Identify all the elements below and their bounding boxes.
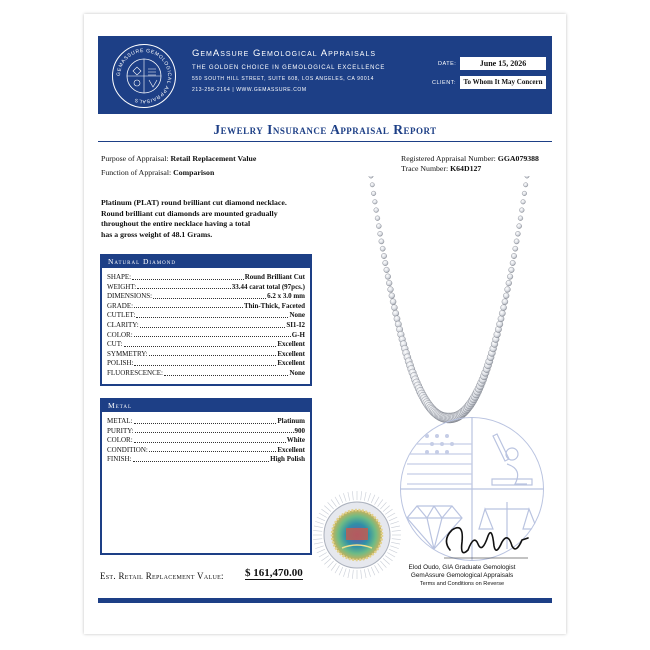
leader-dots (149, 350, 277, 357)
trace-value: K64D127 (450, 164, 482, 173)
spec-key: PURITY: (107, 426, 134, 435)
spec-value: High Polish (270, 455, 305, 464)
spec-row (102, 427, 310, 437)
registered-value: GGA079388 (497, 154, 539, 163)
leader-dots (133, 455, 270, 462)
spec-row (102, 311, 310, 321)
necklace-stone (525, 176, 529, 178)
company-name: GemAssure Gemological Appraisals (192, 48, 377, 59)
function-line (101, 168, 214, 177)
signature-block (382, 564, 542, 588)
spec-value: Excellent (277, 340, 305, 349)
spec-value: Excellent (277, 349, 305, 358)
necklace-stone (376, 224, 381, 229)
spec-key: WEIGHT: (107, 282, 137, 291)
spec-row (102, 340, 310, 350)
appraisal-document (84, 14, 566, 634)
metal-specs-list (102, 412, 310, 470)
description-line: Platinum (PLAT) round brilliant cut diamond necklace. (101, 198, 287, 207)
leader-dots (124, 340, 277, 347)
spec-key: FLUORESCENCE: (107, 368, 164, 377)
spec-key: FINISH: (107, 455, 132, 464)
spec-row (102, 292, 310, 302)
leader-dots (153, 292, 266, 299)
estimate-label: Est. Retail Replacement Value: (100, 571, 224, 581)
necklace-stone (515, 231, 520, 236)
company-contact: 213-258-2164 | WWW.GEMASSURE.COM (192, 87, 307, 93)
necklace-stone (383, 260, 388, 265)
spec-row (102, 359, 310, 369)
company-block (192, 48, 385, 93)
leader-dots (135, 427, 292, 434)
spec-row (102, 455, 310, 465)
necklace-stone (517, 224, 522, 229)
spec-value: None (289, 368, 305, 377)
spec-key: GRADE: (107, 301, 134, 310)
natural-diamond-panel (100, 254, 312, 386)
leader-dots (140, 321, 286, 328)
spec-value: White (286, 436, 305, 445)
necklace-stone (371, 191, 376, 196)
necklace-stone (385, 274, 391, 280)
spec-row (102, 283, 310, 293)
spec-value: Excellent (277, 359, 305, 368)
necklace-stone (375, 216, 380, 221)
purpose-value: Retail Replacement Value (170, 154, 257, 163)
trace-number-line (401, 164, 481, 173)
seal-logo-icon (112, 44, 176, 108)
spec-value: None (289, 311, 305, 320)
necklace-stone (499, 310, 505, 316)
spec-key: COLOR: (107, 436, 133, 445)
necklace-stone (379, 239, 384, 244)
purpose-label: Purpose of Appraisal: (101, 154, 169, 163)
signature-company: GemAssure Gemological Appraisals (410, 572, 514, 579)
client-label: CLIENT: (432, 80, 456, 86)
spec-value: G-H (291, 330, 305, 339)
necklace-stone (498, 316, 504, 322)
trace-label: Trace Number: (401, 164, 449, 173)
necklace-stone (521, 200, 526, 205)
seal-text: GEMASSURE GEMOLOGICAL APPRAISALS (115, 47, 173, 105)
leader-dots (134, 436, 286, 443)
necklace-stone (374, 208, 379, 213)
description-line: has a gross weight of 48.1 Grams. (101, 229, 213, 239)
leader-dots (134, 359, 276, 366)
necklace-stone (503, 293, 509, 299)
necklace-stone (393, 310, 399, 316)
spec-value: 33.44 carat total (97pcs.) (231, 282, 305, 291)
spec-value: .900 (292, 426, 305, 435)
leader-dots (149, 446, 277, 453)
spec-row (102, 436, 310, 446)
necklace-stone (518, 216, 523, 221)
terms-note: Terms and Conditions on Reverse (419, 581, 505, 587)
spec-key: SHAPE: (107, 273, 132, 281)
diamond-panel-heading: Natural Diamond (102, 256, 310, 268)
purpose-line (101, 154, 256, 163)
leader-dots (137, 283, 231, 290)
description-line: Round brilliant cut diamonds are mounted gradually (101, 208, 278, 218)
estimate-value: $ 161,470.00 (245, 567, 303, 579)
company-address: 550 SOUTH HILL STREET, SUITE 608, LOS ANGELES, CA 90014 (192, 76, 375, 82)
metal-panel (100, 398, 312, 555)
date-label: DATE: (438, 61, 457, 67)
footer-bar (98, 598, 552, 603)
company-tagline: THE GOLDEN CHOICE IN GEMOLOGICAL EXCELLENCE (192, 65, 386, 71)
spec-row (102, 350, 310, 360)
necklace-stone (507, 274, 513, 280)
leader-dots (164, 369, 288, 376)
necklace-stone (380, 246, 385, 251)
report-title: Jewelry Insurance Appraisal Report (213, 122, 437, 137)
header-band (98, 36, 552, 114)
spec-row (102, 273, 310, 283)
client-value: To Whom It May Concern (460, 76, 546, 89)
item-description (101, 198, 321, 240)
necklace-stone (522, 191, 527, 196)
necklace-stone (384, 267, 390, 273)
necklace-stone (501, 305, 507, 311)
spec-key: CLARITY: (107, 320, 139, 329)
spec-value: SI1-I2 (286, 320, 305, 329)
leader-dots (134, 417, 277, 424)
description-line: throughout the entire necklace having a total (101, 219, 251, 228)
spec-key: DIMENSIONS: (107, 292, 153, 301)
necklace-stone (369, 176, 373, 178)
necklace-stone (391, 305, 397, 311)
necklace-stone (381, 253, 386, 258)
necklace-stone (514, 239, 519, 244)
spec-key: POLISH: (107, 359, 134, 368)
leader-dots (134, 331, 291, 338)
necklace-stone (509, 267, 515, 273)
leader-dots (134, 302, 243, 309)
spec-row (102, 369, 310, 379)
function-value: Comparison (173, 168, 215, 177)
spec-row (102, 302, 310, 312)
necklace-stone (378, 231, 383, 236)
spec-row (102, 446, 310, 456)
necklace-stone (386, 280, 392, 286)
function-label: Function of Appraisal: (101, 168, 172, 177)
spec-value: 6.2 x 3.0 mm (267, 292, 305, 301)
necklace-stone (502, 299, 508, 305)
spec-key: CUT: (107, 340, 123, 349)
necklace-stone (373, 200, 378, 205)
leader-dots (136, 311, 288, 318)
necklace-stone (389, 293, 395, 299)
necklace-stone (370, 183, 374, 187)
spec-key: COLOR: (107, 330, 133, 339)
necklace-stone (510, 260, 515, 265)
necklace-stone (388, 287, 394, 293)
spec-key: METAL: (107, 417, 133, 425)
spec-value: Platinum (277, 417, 305, 425)
registered-label: Registered Appraisal Number: (401, 154, 496, 163)
registered-number-line (401, 154, 539, 163)
signature-graphic (438, 520, 533, 564)
necklace-stone (390, 299, 396, 305)
date-value: June 15, 2026 (460, 57, 546, 70)
spec-key: SYMMETRY: (107, 349, 148, 358)
metal-panel-heading: Metal (102, 400, 310, 412)
spec-value: Thin-Thick, Faceted (243, 301, 305, 310)
diamond-specs-list (102, 268, 310, 384)
necklace-image (359, 176, 539, 436)
necklace-stone (513, 246, 518, 251)
necklace-stone (511, 253, 516, 258)
spec-row (102, 417, 310, 427)
spec-row (102, 331, 310, 341)
necklace-stone (519, 208, 524, 213)
title-divider (98, 141, 552, 142)
spec-key: CONDITION: (107, 445, 148, 454)
leader-dots (132, 273, 244, 280)
necklace-stone (506, 280, 512, 286)
necklace-stone (505, 287, 511, 293)
spec-value: Excellent (277, 445, 305, 454)
spec-key: CUTLET: (107, 311, 136, 320)
necklace-stone (524, 183, 528, 187)
signature-name: Elod Oudo, GIA Graduate Gemologist (408, 564, 516, 571)
spec-row (102, 321, 310, 331)
spec-value: Round Brilliant Cut (244, 273, 305, 281)
